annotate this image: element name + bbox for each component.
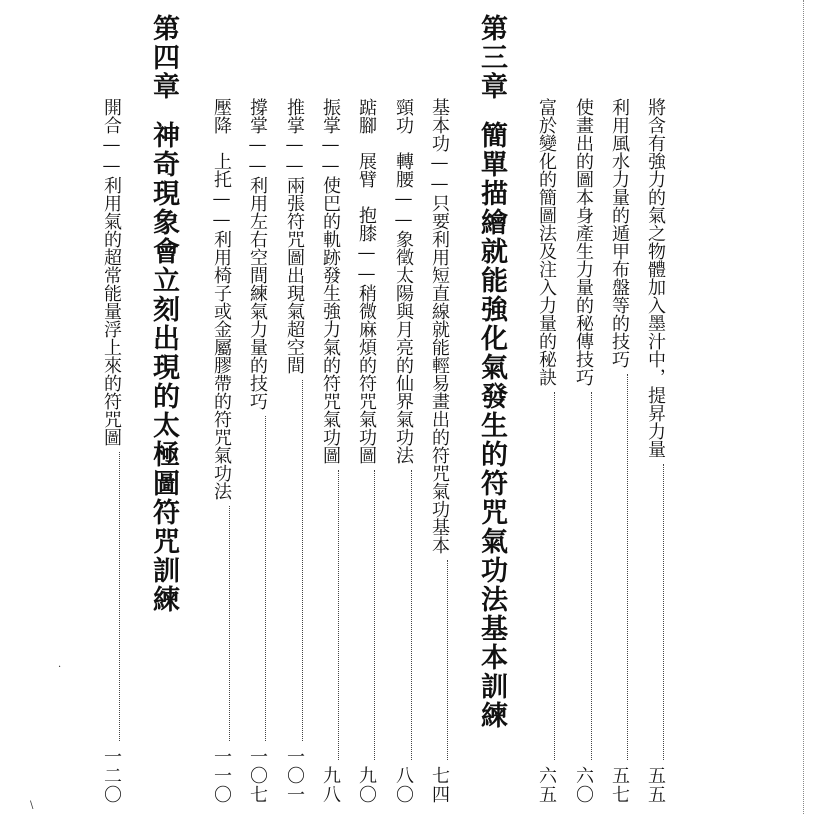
- dot-leader: [321, 470, 339, 760]
- entry-text: 壓降 上托——利用椅子或金屬膠帶的符咒氣功法: [211, 98, 232, 500]
- chapter-heading: [150, 14, 177, 714]
- entry-text: 頸功 轉腰——象徵太陽與月亮的仙界氣功法: [393, 98, 414, 464]
- page-number: 八〇: [393, 766, 414, 804]
- entry-text: 基本功——只要利用短直線就能輕易畫出的符咒氣功基本: [429, 98, 450, 554]
- toc-entry: [610, 98, 628, 804]
- chapter-label: 第三章: [476, 14, 507, 101]
- page-number: 五五: [645, 766, 666, 804]
- scan-speck: ·: [58, 662, 62, 673]
- page-number: 一一〇: [211, 747, 232, 804]
- page-number: 一二〇: [101, 747, 122, 804]
- dot-leader: [610, 374, 628, 760]
- dot-leader: [430, 560, 448, 760]
- toc-entry: [646, 98, 664, 804]
- toc-entry: [394, 98, 412, 804]
- entry-text: 利用風水力量的遁甲布盤等的技巧: [609, 98, 630, 368]
- page-number: 六五: [536, 766, 557, 804]
- toc-entry: [102, 98, 120, 804]
- entry-text: 撐掌——利用左右空間練氣力量的技巧: [247, 98, 268, 410]
- entry-text: 振掌——使巴的軌跡發生強力氣的符咒氣功圖: [320, 98, 341, 464]
- entry-text: 將含有強力的氣之物體加入墨汁中，提昇力量: [645, 98, 666, 458]
- page-edge: [803, 0, 804, 814]
- toc-entry: [321, 98, 339, 804]
- chapter-label: 第四章: [148, 14, 179, 101]
- chapter-heading: [478, 14, 505, 799]
- entry-text: 推掌——兩張符咒圖出現氣超空間: [284, 98, 305, 374]
- entry-text: 踮腳 展臂 抱膝——稍微麻煩的符咒氣功圖: [356, 98, 377, 464]
- dot-leader: [394, 470, 412, 760]
- dot-leader: [537, 392, 555, 760]
- toc-entry: [574, 98, 592, 804]
- dot-leader: [248, 416, 266, 741]
- page-number: 七四: [429, 766, 450, 804]
- toc-entry: [430, 98, 448, 804]
- page-number: 一〇七: [247, 747, 268, 804]
- page-number: 一〇一: [284, 747, 305, 804]
- entry-text: 開合——利用氣的超常能量浮上來的符咒圖: [101, 98, 122, 446]
- entry-text: 使畫出的圖本身產生力量的秘傳技巧: [573, 98, 594, 386]
- chapter-title: 神奇現象會立刻出現的太極圖符咒訓練: [148, 121, 179, 614]
- dot-leader: [285, 380, 303, 741]
- dot-leader: [574, 392, 592, 760]
- page-number: 九八: [320, 766, 341, 804]
- page-number: 九〇: [356, 766, 377, 804]
- page-number: 六〇: [573, 766, 594, 804]
- toc-entry: [537, 98, 555, 804]
- dot-leader: [646, 464, 664, 760]
- toc-entry: [248, 98, 266, 804]
- entry-text: 富於變化的簡圖法及注入力量的秘訣: [536, 98, 557, 386]
- chapter-title: 簡單描繪就能強化氣發生的符咒氣功法基本訓練: [476, 121, 507, 730]
- dot-leader: [212, 506, 230, 741]
- toc-entry: [212, 98, 230, 804]
- scan-speck: \: [30, 800, 34, 811]
- toc-entry: [285, 98, 303, 804]
- dot-leader: [357, 470, 375, 760]
- page-number: 五七: [609, 766, 630, 804]
- dot-leader: [102, 452, 120, 741]
- toc-entry: [357, 98, 375, 804]
